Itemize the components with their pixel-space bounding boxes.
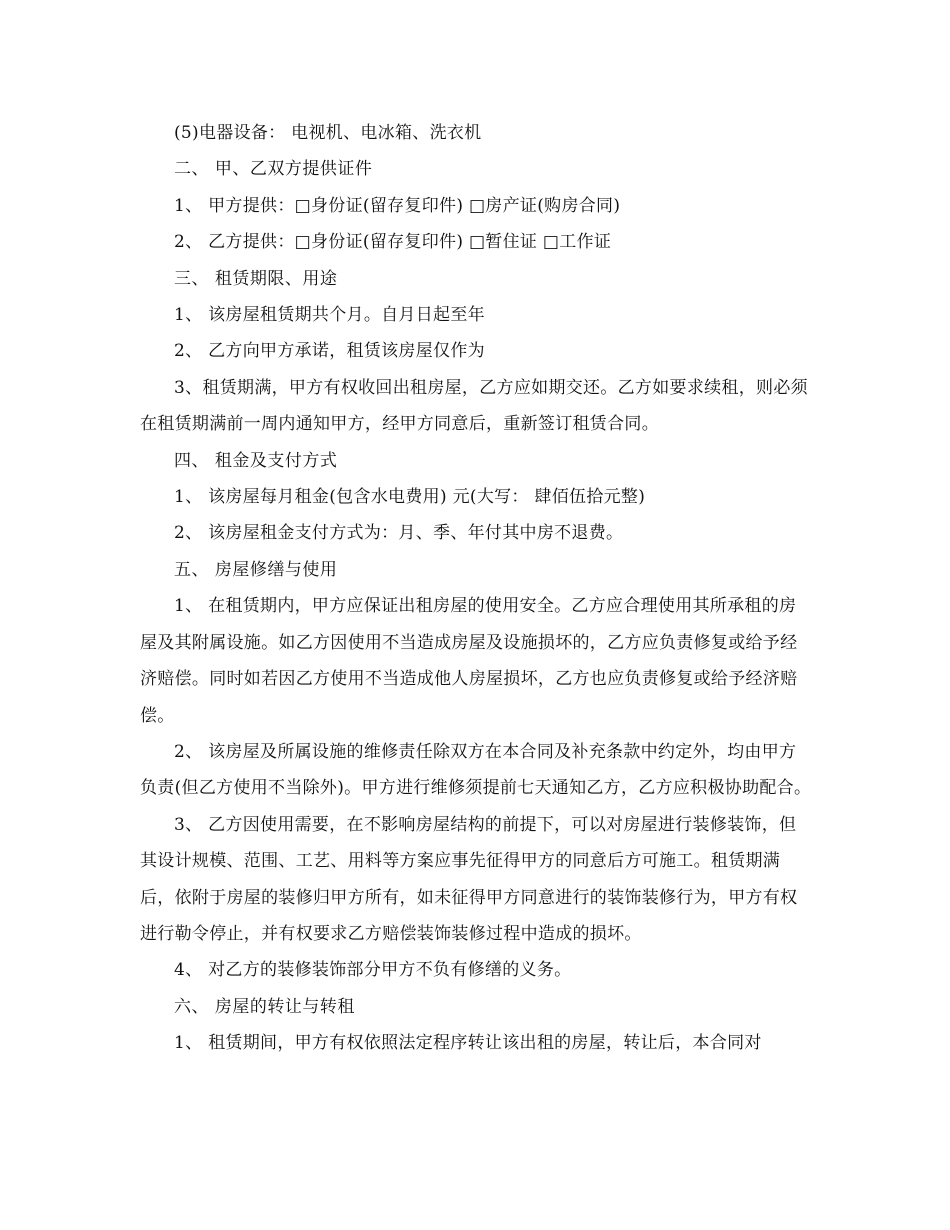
paragraph-rent-amount: 1、 该房屋每月租金(包含水电费用) 元(大写： 肆佰伍拾元整): [174, 487, 646, 508]
paragraph-party-a-documents: 1、 甲方提供：□身份证(留存复印件) □房产证(购房合同): [174, 195, 621, 216]
section-heading-repair: 五、 房屋修缮与使用: [174, 559, 338, 580]
section-heading-term: 三、 租赁期限、用途: [174, 268, 338, 289]
paragraph-term-usage: 2、 乙方向甲方承诺，租赁该房屋仅作为: [174, 341, 485, 362]
paragraph-party-b-documents: 2、 乙方提供：□身份证(留存复印件) □暂住证 □工作证: [174, 232, 612, 253]
paragraph-appliances: (5)电器设备： 电视机、电冰箱、洗衣机: [174, 123, 482, 143]
paragraph-repair-no-obligation: 4、 对乙方的装修装饰部分甲方不负有修缮的义务。: [174, 960, 572, 981]
paragraph-repair-decoration: 3、 乙方因使用需要，在不影响房屋结构的前提下，可以对房屋进行装修装饰，但其设计规模、范围、工艺、用料等方案应事先征得甲方的同意后方可施工。租赁期满后，依附于房屋的装修归甲方所有，如未征得甲方同意进行的装饰装修行为，甲方有权进行勒令停止，并有权要求乙方赔偿装饰装修过程中造成的损坏。: [140, 814, 798, 944]
paragraph-repair-safety: 1、 在租赁期内，甲方应保证出租房屋的使用安全。乙方应合理使用其所承租的房屋及其附属设施。如乙方因使用不当造成房屋及设施损坏的，乙方应负责修复或给予经济赔偿。同时如若因乙方使用不当造成他人房屋损坏，乙方也应负责修复或给予经济赔偿。: [140, 596, 798, 726]
paragraph-rent-payment: 2、 该房屋租金支付方式为：月、季、年付其中房不退费。: [174, 523, 624, 544]
paragraph-repair-responsibility: 2、 该房屋及所属设施的维修责任除双方在本合同及补充条款中约定外，均由甲方负责(但乙方使用不当除外)。甲方进行维修须提前七天通知乙方，乙方应积极协助配合。: [140, 741, 812, 799]
section-heading-rent: 四、 租金及支付方式: [174, 450, 338, 471]
paragraph-term-renewal: 3、租赁期满，甲方有权收回出租房屋，乙方应如期交还。乙方如要求续租，则必须在租赁期满前一周内通知甲方，经甲方同意后，重新签订租赁合同。: [140, 377, 808, 435]
paragraph-transfer: 1、 租赁期间，甲方有权依照法定程序转让该出租的房屋，转让后，本合同对: [174, 1033, 762, 1054]
section-heading-transfer: 六、 房屋的转让与转租: [174, 996, 355, 1017]
section-heading-documents: 二、 甲、乙双方提供证件: [174, 159, 373, 180]
paragraph-term-period: 1、 该房屋租赁期共个月。自月日起至年: [174, 305, 485, 326]
contract-body: [140, 115, 812, 1062]
